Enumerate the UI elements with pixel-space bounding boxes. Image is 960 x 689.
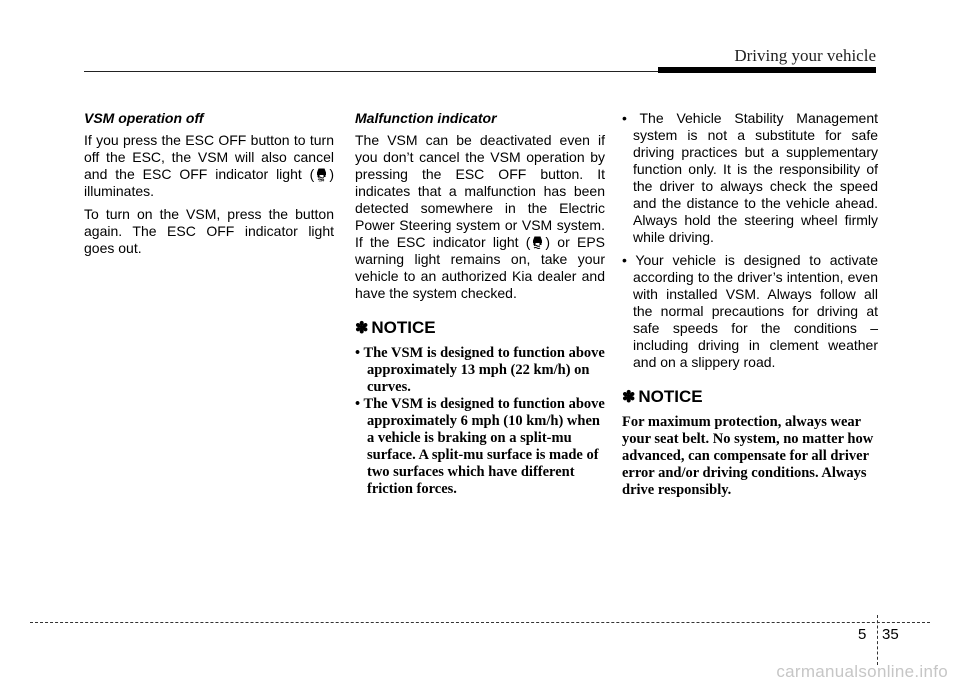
footer-divider (30, 622, 930, 623)
header-rule (84, 71, 658, 72)
section-heading-vsm-off: VSM operation off (84, 110, 204, 126)
watermark: carmanualsonline.info (776, 662, 948, 681)
bullet-item: • The Vehicle Stability Management system is not a substitute for safe driving practices but a supplementary function only. It is the responsibility of the driver to always check the speed and the distance to the vehicle ahead. Always hold the steering wheel firmly while driving. (622, 110, 878, 245)
notice-heading (355, 318, 605, 339)
notice-list (355, 345, 605, 498)
notice-item: • The VSM is designed to function above approximately 13 mph (22 km/h) on curves. (355, 345, 605, 395)
notice-star-icon: ✽ (355, 320, 369, 337)
notice-text: For maximum protection, always wear your seat belt. No system, no matter how advanced, can compensate for all driver error and/or driving conditions. Always drive responsibly. (622, 414, 874, 498)
bullet-list (622, 110, 878, 371)
text-segment: ) illuminates. (84, 166, 334, 199)
column-left (84, 110, 334, 263)
svg-text:OFF: OFF (318, 178, 325, 182)
page-number: 35 (882, 626, 899, 643)
chapter-number: 5 (858, 626, 867, 643)
text-segment: If you press the ESC OFF button to turn off the ESC, the VSM will also cancel and the ESC OFF indicator light ( (84, 132, 334, 182)
notice-label: NOTICE (638, 387, 703, 406)
notice-label: NOTICE (371, 318, 436, 337)
bullet-item: • Your vehicle is designed to activate according to the driver’s intention, even with installed VSM. Always follow all the normal precautions for driving at safe speeds for the conditions – including driving in clement weather and on a slippery road. (622, 252, 878, 370)
notice-star-icon: ✽ (622, 389, 636, 406)
notice-item: • The VSM is designed to function above approximately 6 mph (10 km/h) when a vehicle is braking on a split-mu surface. A split-mu surface is made of two surfaces which have different friction forces. (355, 396, 605, 497)
paragraph-vsm-off-2: To turn on the VSM, press the button again. The ESC OFF indicator light goes out. (84, 206, 334, 256)
footer-vertical-divider (877, 615, 878, 665)
esc-off-icon (315, 167, 328, 182)
notice-heading (622, 387, 878, 408)
text-segment: The VSM can be deactivated even if you don’t cancel the VSM operation by pressing the ESC OFF button. It indicates that a malfunction has been detected somewhere in the Electric Power Steering system or VSM system. If the ESC indicator light ( (355, 132, 605, 250)
paragraph-malfunction (355, 132, 605, 302)
column-right (622, 110, 878, 499)
header-rule-thick (658, 67, 876, 73)
header-title: Driving your vehicle (734, 46, 876, 65)
text-segment: ) or EPS warning light remains on, take your vehicle to an authorized Kia dealer and have the system checked. (355, 234, 605, 301)
section-heading-malfunction: Malfunction indicator (355, 110, 497, 126)
paragraph-vsm-off-1 (84, 132, 334, 200)
column-middle (355, 110, 605, 498)
esc-icon (531, 235, 544, 250)
